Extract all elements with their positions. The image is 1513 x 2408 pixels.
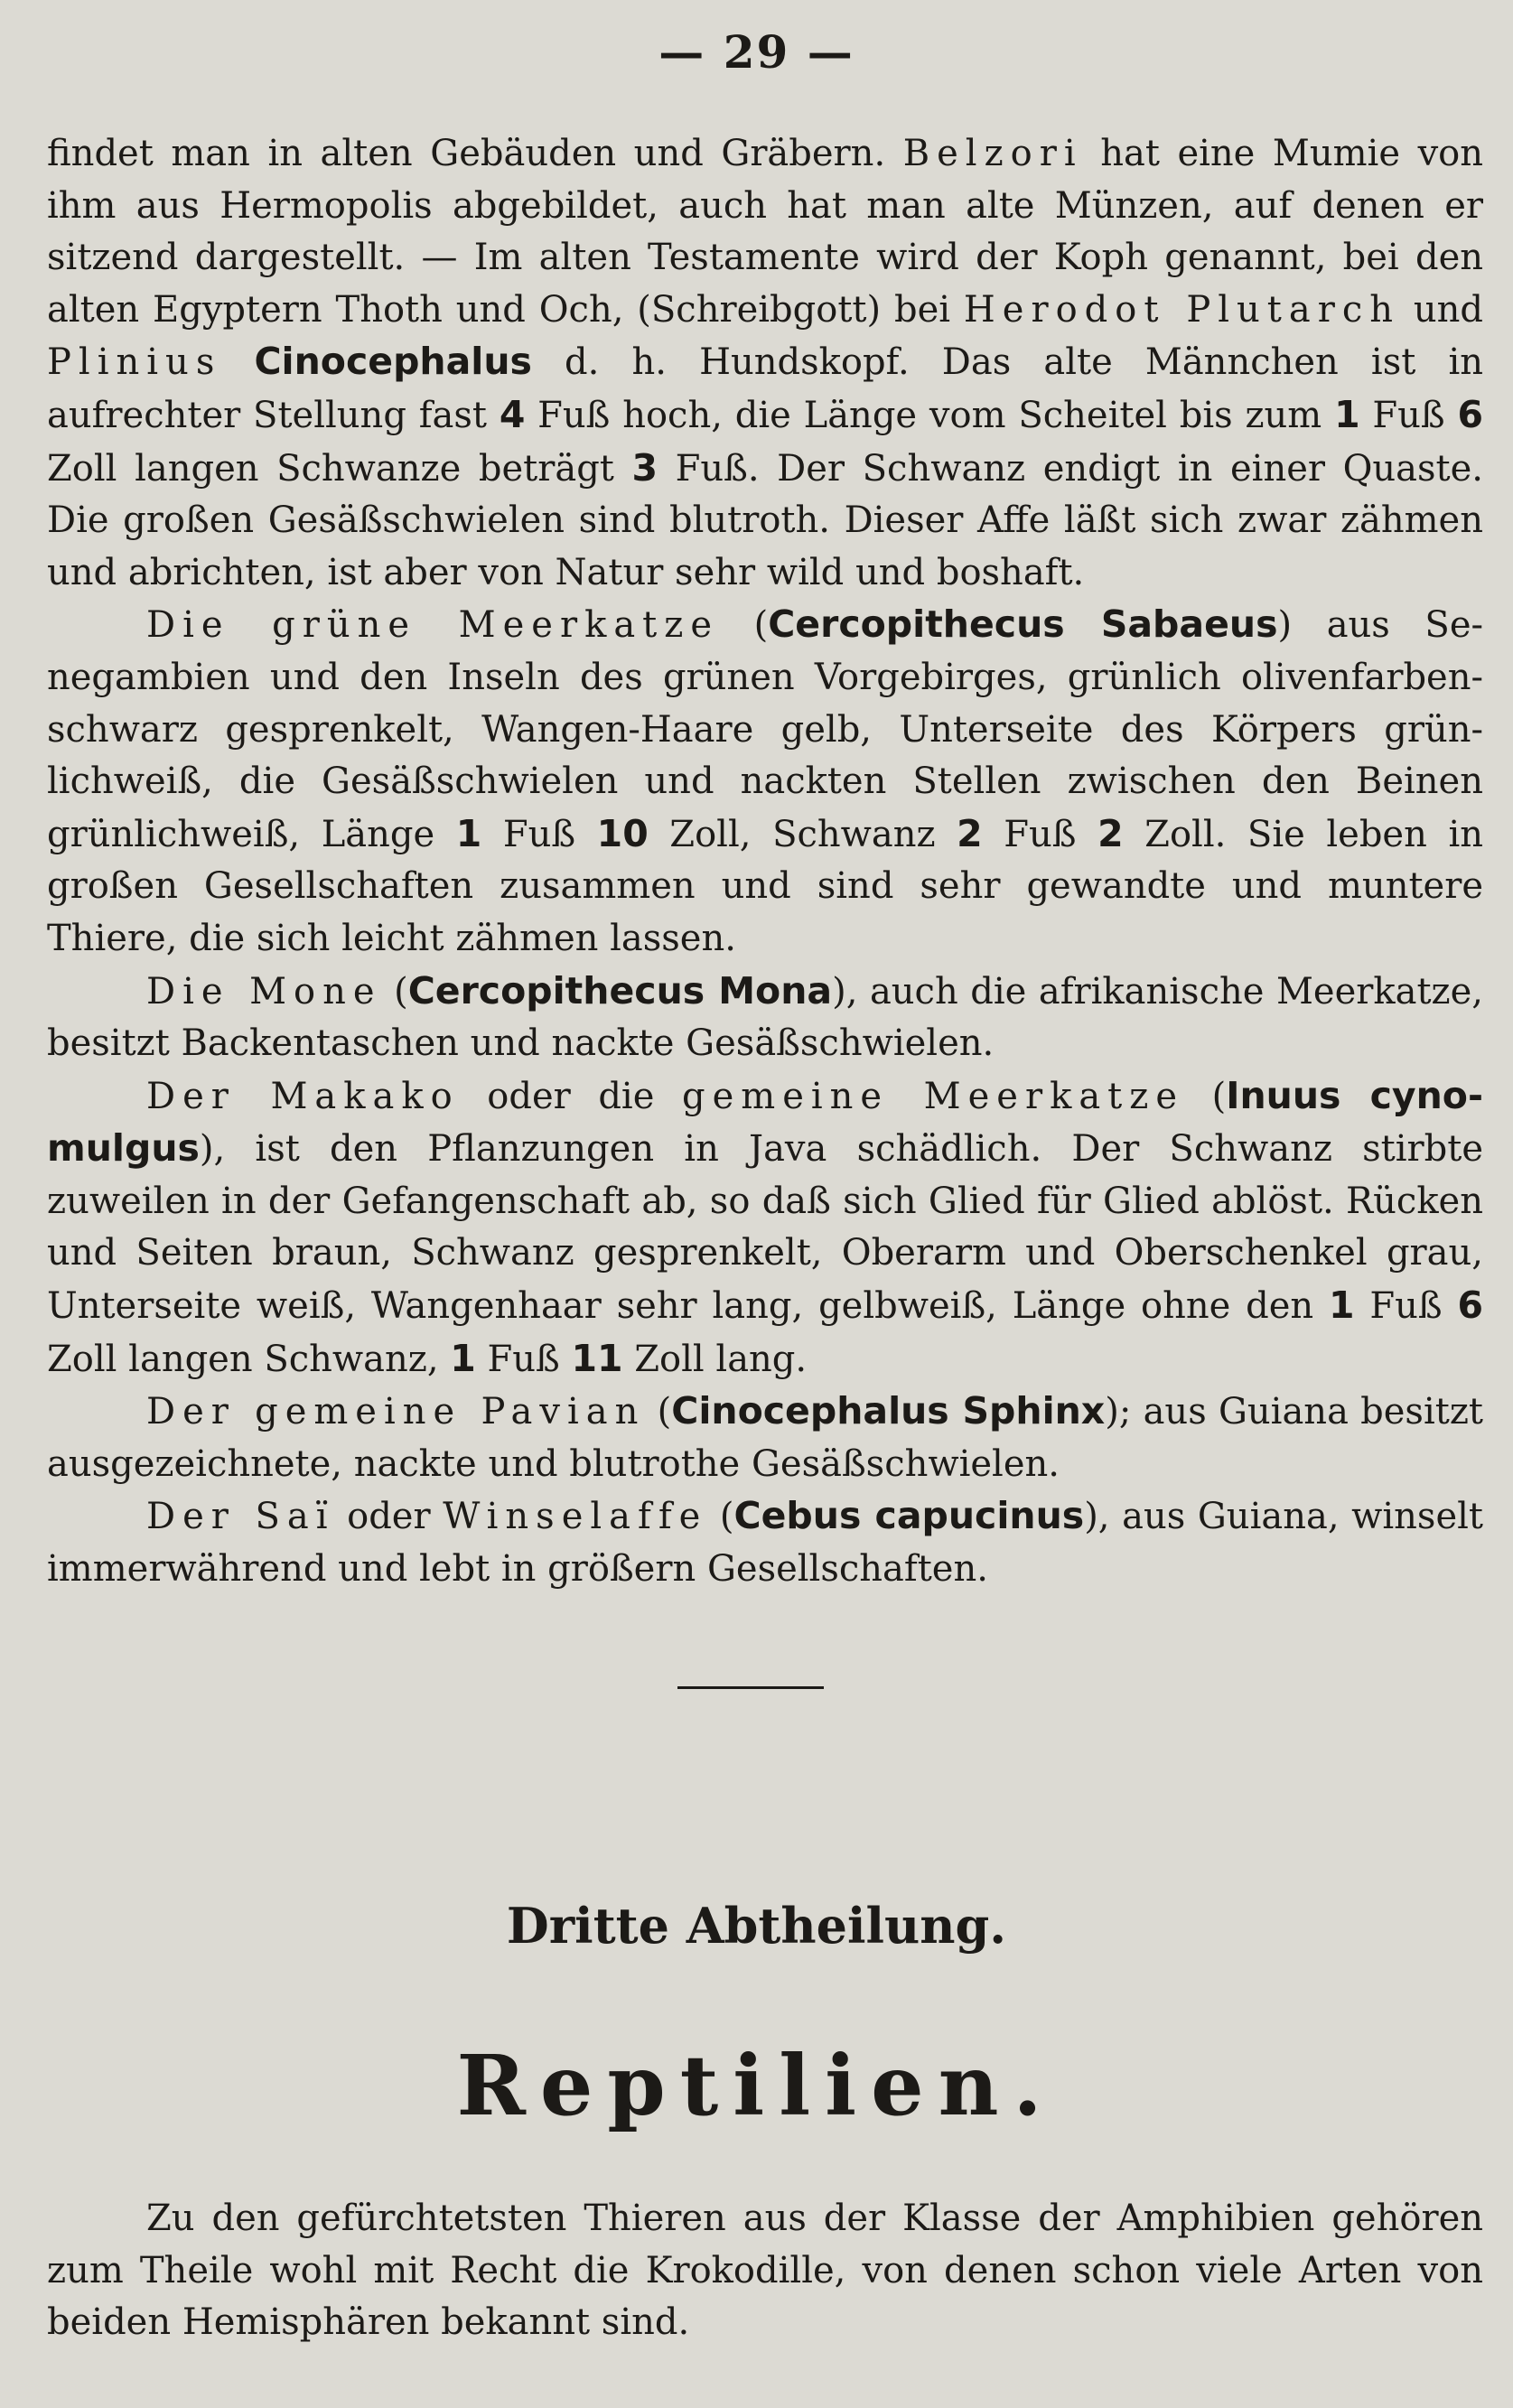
text-run: ) aus Senegambien und den Inseln des grünen Vorgebirges, grünlich olivenfarbenschwarz gesprenkelt, Wangen-Haare gelb, Unterseite des Körpers grünlichweiß, die Gesäßschwielen und nackten Stellen zwischen den Beinen grünlichweiß, Länge: [47, 604, 1484, 855]
text-run: (: [1184, 1075, 1227, 1117]
text-run: Fuß hoch, die Länge vom Scheitel bis zum: [525, 394, 1335, 436]
text-run: ), auch die afrikanische Meerkatze, besitzt Backentaschen und nackte Gesäßschwielen.: [47, 970, 1483, 1065]
section-heading: Dritte Abtheilung.: [506, 1897, 1007, 1955]
emphasized-name: Winselaffe: [443, 1496, 708, 1538]
emphasized-name: Der Makako: [146, 1075, 460, 1117]
emphasized-name: Plinius: [47, 341, 222, 384]
text-run: Zoll lang.: [622, 1338, 808, 1380]
paragraph: [47, 1386, 1483, 1490]
paragraph: [47, 128, 1483, 599]
text-run: (: [707, 1496, 734, 1538]
text-run: Zoll. Sie leben in großen Gesellschaften zusammen und sind sehr gewandte und muntere Thiere, die sich leicht zähmen lassen.: [47, 813, 1484, 959]
text-run: und: [1400, 288, 1483, 331]
text-run: Fuß: [982, 813, 1098, 855]
emphasized-name: Die grüne Meerkatze: [146, 604, 719, 647]
latin-name: 11: [571, 1336, 623, 1380]
text-run: ), aus Guiana, winselt immerwährend und lebt in größern Gesellschaften.: [47, 1496, 1483, 1591]
text-run: (: [381, 970, 408, 1013]
latin-name: 10: [596, 811, 649, 855]
latin-name: Cinocephalus Sphinx: [671, 1389, 1106, 1433]
emphasized-name: Der gemeine Pavian: [146, 1391, 646, 1433]
text-run: findet man in alten Gebäuden und Gräbern.: [47, 133, 903, 174]
latin-name: Cercopithecus Mona: [407, 968, 833, 1013]
text-run: [221, 341, 254, 383]
intro-paragraph: [47, 2193, 1483, 2349]
latin-name: 2: [957, 811, 983, 855]
text-run: ); aus Guiana besitzt ausgezeichnete, nackte und blutrothe Gesäßschwielen.: [47, 1391, 1483, 1485]
latin-name: 4: [499, 392, 526, 436]
text-run: Zoll, Schwanz: [648, 813, 957, 855]
latin-name: 3: [631, 445, 658, 490]
latin-name: Inuus cynomulgus: [47, 1073, 1484, 1171]
text-run: Fuß: [1359, 394, 1458, 436]
emphasized-name: Die Mone: [146, 970, 382, 1013]
paragraph: [47, 599, 1483, 965]
text-run: Zoll langen Schwanze beträgt: [47, 447, 632, 490]
text-run: Fuß. Der Schwanz endigt in einer Quaste. Die großen Gesäßschwielen sind blutroth. Dieser Affe läßt sich zwar zähmen und abrichten, ist aber von Natur sehr wild und boshaft.: [47, 447, 1484, 593]
section-divider-rule: [677, 1686, 824, 1689]
latin-name: 1: [450, 1336, 476, 1380]
page-number: — 29 —: [658, 25, 855, 79]
text-run: oder die: [459, 1075, 682, 1117]
body-text: [47, 128, 1483, 1596]
text-run: hat eine Mumie von ihm aus Hermopolis abgebildet, auch hat man alte Münzen, auf denen er sitzend dargestellt. — Im alten Testamente wird der Koph genannt, bei den alten Egyptern Thoth und Och, (Schreibgott) bei: [47, 133, 1484, 331]
latin-name: Cebus capucinus: [733, 1494, 1085, 1538]
latin-name: 1: [1329, 1283, 1355, 1328]
text-run: Fuß: [1354, 1285, 1458, 1328]
latin-name: 1: [1334, 392, 1360, 436]
latin-name: 6: [1457, 1283, 1483, 1328]
text-run: (: [645, 1391, 672, 1433]
text-run: (: [719, 604, 769, 647]
text-run: Fuß: [475, 1338, 572, 1380]
latin-name: 6: [1457, 392, 1483, 436]
latin-name: Cinocephalus: [254, 340, 532, 384]
paragraph: [47, 1070, 1483, 1386]
paragraph: [47, 966, 1483, 1070]
text-run: Fuß: [481, 813, 597, 855]
latin-name: 1: [455, 811, 482, 855]
latin-name: Cercopithecus Sabaeus: [768, 602, 1278, 647]
emphasized-name: Der Saï: [146, 1496, 335, 1538]
text-run: ), ist den Pflanzungen in Java schädlich. Der Schwanz stirbte zuweilen in der Gefangenschaft ab, so daß sich Glied für Glied ablöst. Rücken und Seiten braun, Schwanz gesprenkelt, Oberarm und Oberschenkel grau, Unterseite weiß, Wangenhaar sehr lang, gelbweiß, Länge ohne den: [47, 1128, 1483, 1328]
paragraph: [47, 1490, 1483, 1595]
latin-name: 2: [1097, 811, 1124, 855]
emphasized-name: Herodot Plutarch: [963, 288, 1400, 331]
emphasized-name: gemeine Meerkatze: [681, 1075, 1185, 1117]
emphasized-name: Belzori: [902, 133, 1083, 174]
chapter-title: Reptilien.: [456, 2037, 1057, 2134]
text-run: oder: [334, 1496, 444, 1538]
text-run: d. h. Hundskopf. Das alte Männchen ist in aufrechter Stellung fast: [47, 341, 1483, 436]
text-run: Zoll langen Schwanz,: [47, 1338, 451, 1380]
intro-paragraph-text: Zu den gefürchtetsten Thieren aus der Klasse der Amphibien gehören zum Theile wohl mit Recht die Krokodille, von denen schon viele Arten von beiden Hemisphären bekannt sind.: [47, 2198, 1483, 2344]
